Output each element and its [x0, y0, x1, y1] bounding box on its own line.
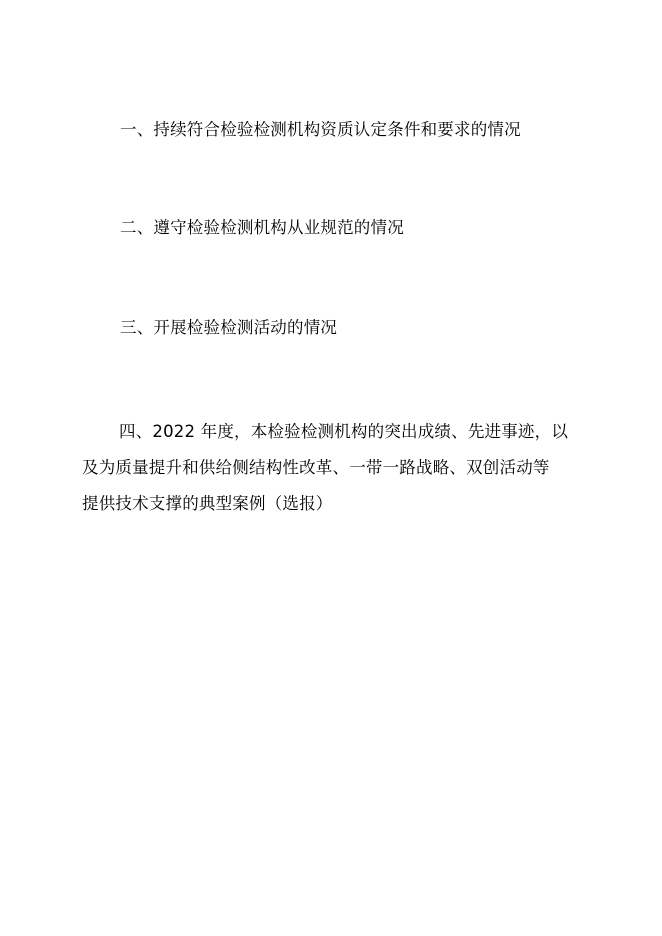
section-4-line-2: 及为质量提升和供给侧结构性改革、一带一路战略、双创活动等: [82, 458, 550, 477]
section-4-line-1: 四、2022 年度，本检验检测机构的突出成绩、先进事迹，以: [119, 422, 569, 441]
section-heading-3: 三、开展检验检测活动的情况: [120, 318, 338, 337]
section-4-line-3: 提供技术支撑的典型案例（选报）: [82, 494, 333, 513]
section-heading-4: [82, 414, 582, 522]
section-heading-2: 二、遵守检验检测机构从业规范的情况: [120, 218, 404, 237]
section-heading-1: 一、持续符合检验检测机构资质认定条件和要求的情况: [120, 120, 521, 139]
